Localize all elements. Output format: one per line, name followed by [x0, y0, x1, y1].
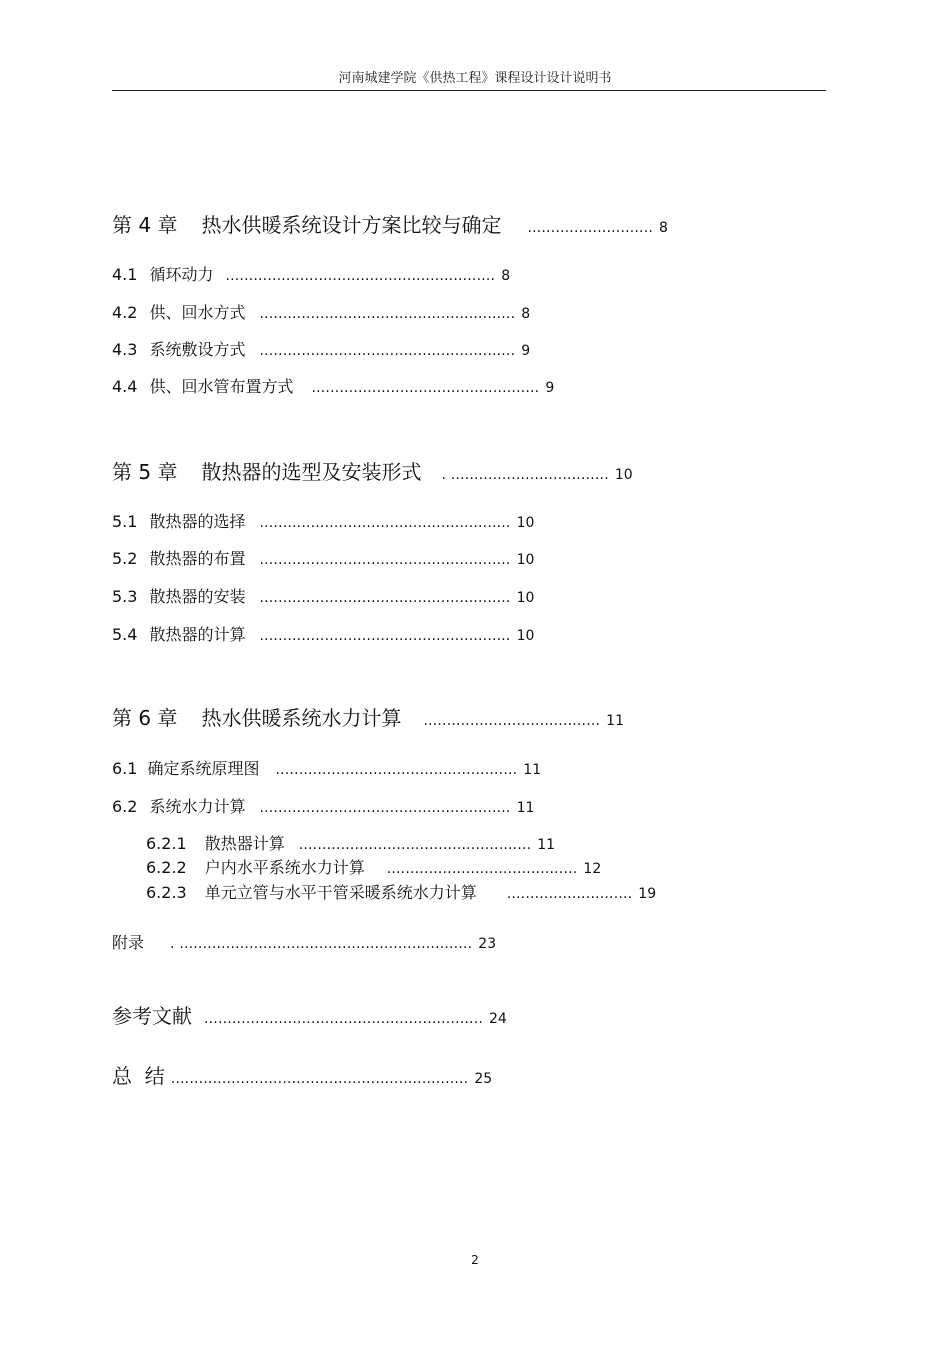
toc-title: 散热器计算 [204, 834, 285, 853]
toc-leader-dots: ............................................................ [204, 1011, 484, 1027]
toc-title: 参考文献 [112, 1004, 192, 1028]
toc-leader-dots: ................................................................ [170, 1071, 469, 1087]
toc-title: 系统水力计算 [149, 797, 246, 816]
toc-page-number: 10 [516, 515, 535, 531]
header-rule [112, 90, 826, 91]
toc-page-number: 24 [489, 1011, 507, 1027]
toc-title: 户内水平系统水力计算 [204, 858, 365, 877]
toc-entry-references[interactable] [112, 1000, 507, 1029]
toc-page-number: 10 [516, 552, 535, 568]
toc-entry-6-1[interactable] [112, 756, 541, 779]
toc-entry-5-3[interactable] [112, 584, 534, 607]
toc-entry-4-1[interactable] [112, 262, 510, 285]
toc-title: 热水供暖系统设计方案比较与确定 [201, 213, 502, 237]
toc-number: 4.4 [112, 377, 138, 396]
toc-entry-5-1[interactable] [112, 509, 534, 532]
toc-entry-4-3[interactable] [112, 337, 530, 360]
toc-leader-dots: ....................................................... [259, 343, 516, 359]
toc-leader-dots: ....................................................... [259, 306, 516, 322]
toc-page-number: 10 [516, 628, 535, 644]
toc-title: 供、回水管布置方式 [149, 377, 294, 396]
toc-leader-dots: .......................................................... [225, 268, 496, 284]
toc-entry-summary[interactable] [112, 1060, 492, 1089]
toc-page-number: 19 [638, 886, 657, 902]
toc-leader-dots: ...................................................... [259, 800, 511, 816]
toc-title: 附录 [112, 933, 145, 952]
toc-entry-chapter-4[interactable] [112, 209, 668, 238]
toc-title: 散热器的布置 [149, 549, 246, 568]
toc-entry-6-2-3[interactable] [146, 880, 656, 903]
toc-title: 供、回水方式 [149, 303, 246, 322]
toc-number: 5.1 [112, 512, 138, 531]
page-number: 2 [471, 1253, 479, 1267]
toc-number: 4.1 [112, 265, 138, 284]
toc-leader-dots: ...................................................... [259, 628, 511, 644]
toc-entry-4-4[interactable] [112, 374, 554, 397]
toc-entry-4-2[interactable] [112, 300, 530, 323]
toc-page-number: 25 [474, 1071, 493, 1087]
toc-leader-dots: ................................................. [311, 380, 540, 396]
toc-number: 6.2.2 [146, 858, 187, 877]
toc-title: 确定系统原理图 [147, 759, 260, 778]
toc-title: 总 结 [112, 1064, 165, 1088]
toc-page-number: 8 [501, 268, 511, 284]
toc-leader-dots: . ............................................................... [170, 936, 473, 952]
toc-page-number: 9 [521, 343, 531, 359]
toc-entry-appendix[interactable] [112, 930, 496, 953]
toc-number: 5.3 [112, 587, 138, 606]
toc-page-number: 12 [583, 861, 602, 877]
toc-leader-dots: . .................................. [441, 467, 609, 483]
toc-number: 5.4 [112, 625, 138, 644]
toc-number: 第 5 章 [112, 460, 178, 484]
toc-entry-chapter-6[interactable] [112, 702, 624, 731]
running-header: 河南城建学院《供热工程》课程设计设计说明书 [338, 71, 612, 86]
toc-entry-5-2[interactable] [112, 546, 534, 569]
toc-leader-dots: ...................................................... [259, 590, 511, 606]
toc-page-number: 10 [614, 467, 633, 483]
toc-page-number: 11 [537, 837, 556, 853]
toc-number: 第 4 章 [112, 213, 178, 237]
toc-page-number: 8 [521, 306, 531, 322]
toc-page-number: 11 [606, 713, 624, 729]
toc-leader-dots: ......................................... [386, 861, 578, 877]
toc-page-number: 11 [516, 800, 535, 816]
toc-leader-dots: ........................... [527, 220, 654, 236]
toc-number: 6.1 [112, 759, 138, 778]
toc-page-number: 9 [545, 380, 555, 396]
toc-leader-dots: ...................................... [423, 713, 601, 729]
toc-number: 第 6 章 [112, 706, 178, 730]
toc-entry-6-2-1[interactable] [146, 831, 555, 854]
toc-title: 散热器的安装 [149, 587, 246, 606]
toc-number: 6.2.3 [146, 883, 187, 902]
toc-leader-dots: ........................... [506, 886, 633, 902]
toc-leader-dots: ...................................................... [259, 515, 511, 531]
toc-number: 6.2.1 [146, 834, 187, 853]
toc-title: 散热器的选型及安装形式 [201, 460, 422, 484]
toc-number: 6.2 [112, 797, 138, 816]
toc-title: 热水供暖系统水力计算 [201, 706, 402, 730]
toc-title: 单元立管与水平干管采暖系统水力计算 [204, 883, 477, 902]
toc-leader-dots: .................................................... [275, 762, 518, 778]
toc-page-number: 8 [659, 220, 668, 236]
toc-leader-dots: ...................................................... [259, 552, 511, 568]
toc-number: 4.2 [112, 303, 138, 322]
toc-leader-dots: .................................................. [298, 837, 532, 853]
toc-number: 5.2 [112, 549, 138, 568]
toc-title: 散热器的计算 [149, 625, 246, 644]
toc-entry-chapter-5[interactable] [112, 456, 633, 485]
toc-entry-5-4[interactable] [112, 622, 534, 645]
toc-page-number: 23 [478, 936, 497, 952]
toc-page-number: 11 [523, 762, 542, 778]
toc-title: 循环动力 [149, 265, 214, 284]
toc-title: 系统敷设方式 [149, 340, 246, 359]
toc-number: 4.3 [112, 340, 138, 359]
toc-entry-6-2[interactable] [112, 794, 534, 817]
toc-page-number: 10 [516, 590, 535, 606]
toc-title: 散热器的选择 [149, 512, 246, 531]
toc-entry-6-2-2[interactable] [146, 855, 601, 878]
